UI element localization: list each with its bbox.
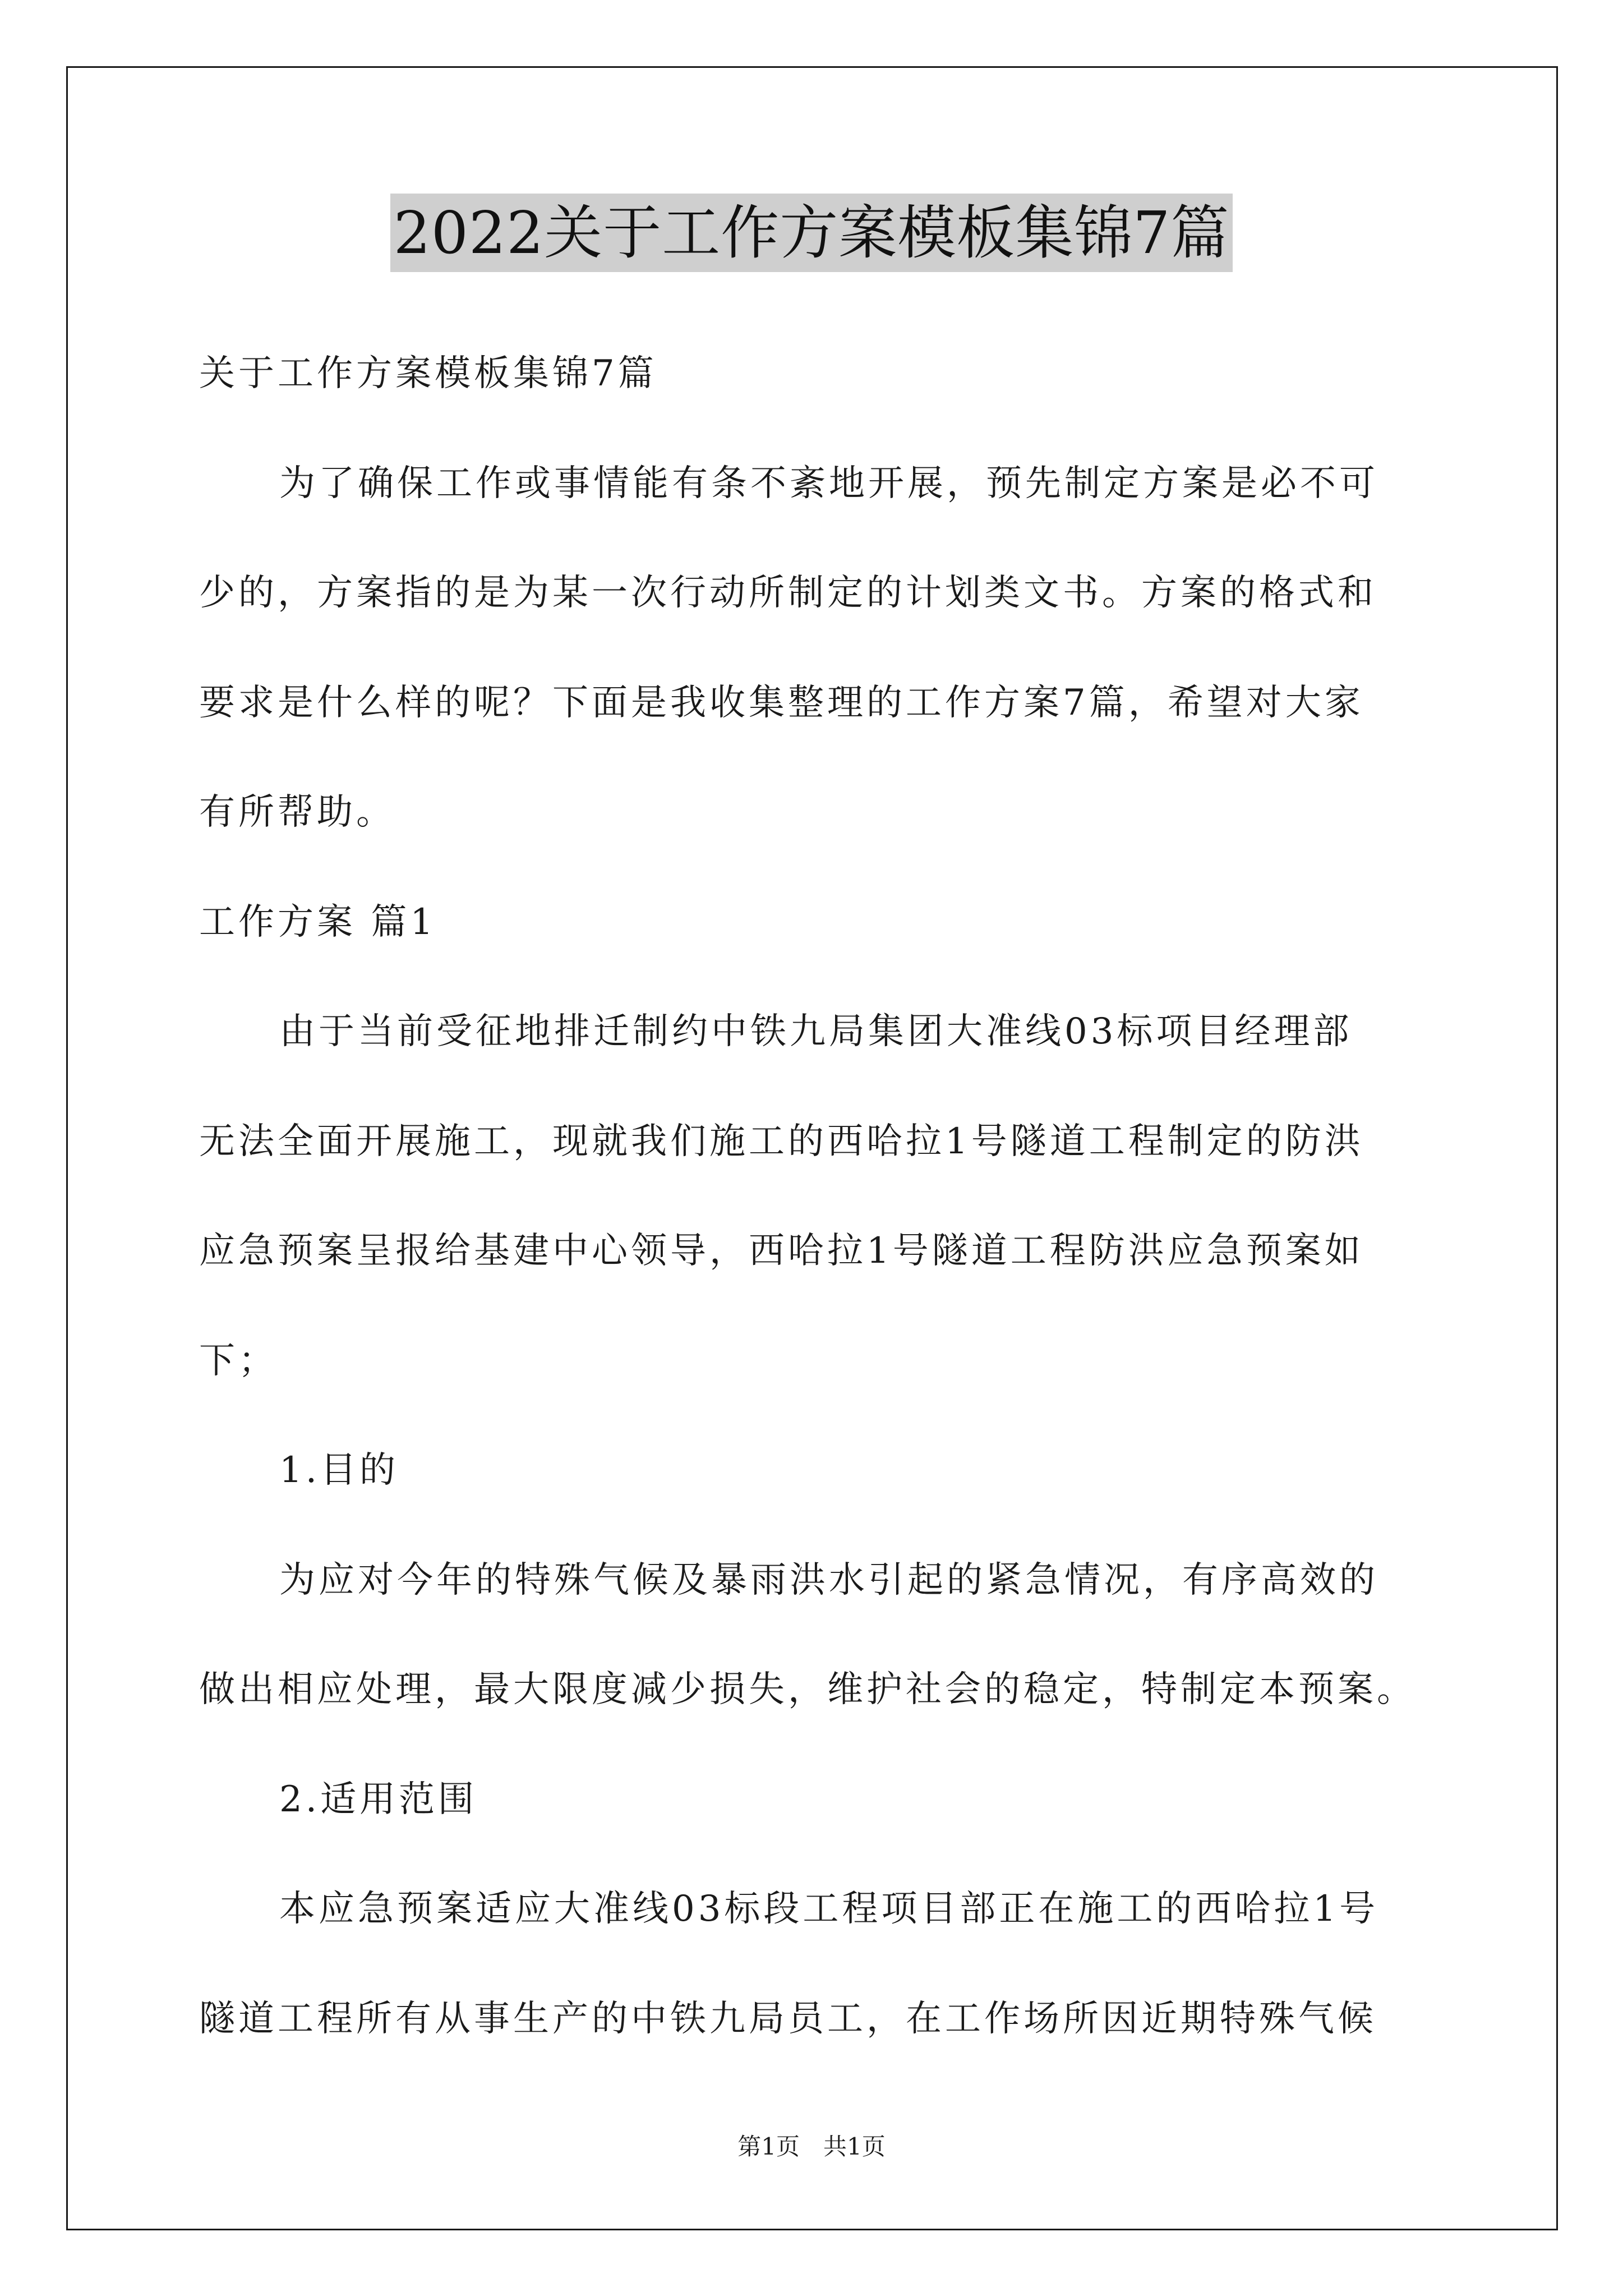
paragraph-line: 少的，方案指的是为某一次行动所制定的计划类文书。方案的格式和	[199, 572, 1377, 614]
paragraph-line: 隧道工程所有从事生产的中铁九局员工，在工作场所因近期特殊气候	[199, 1998, 1377, 2040]
subtitle-line: 关于工作方案模板集锦7篇	[199, 353, 657, 394]
paragraph-line: 由于当前受征地排迁制约中铁九局集团大准线03标项目经理部	[279, 1011, 1353, 1052]
title-container	[0, 194, 1623, 272]
paragraph-line: 本应急预案适应大准线03标段工程项目部正在施工的西哈拉1号	[279, 1888, 1379, 1930]
paragraph-line: 应急预案呈报给基建中心领导，西哈拉1号隧道工程防洪应急预案如	[199, 1230, 1364, 1272]
paragraph-line: 下；	[199, 1340, 278, 1382]
paragraph-line: 要求是什么样的呢？下面是我收集整理的工作方案7篇，希望对大家	[199, 682, 1364, 724]
section-heading: 工作方案 篇1	[199, 901, 437, 943]
numbered-heading: 2.适用范围	[279, 1779, 478, 1820]
document-title: 2022关于工作方案模板集锦7篇	[390, 194, 1233, 272]
numbered-heading: 1.目的	[279, 1450, 399, 1491]
paragraph-line: 有所帮助。	[199, 792, 395, 833]
paragraph-line: 做出相应处理，最大限度减少损失，维护社会的稳定，特制定本预案。	[199, 1669, 1416, 1710]
paragraph-line: 为应对今年的特殊气候及暴雨洪水引起的紧急情况，有序高效的	[279, 1559, 1378, 1601]
paragraph-line: 无法全面开展施工，现就我们施工的西哈拉1号隧道工程制定的防洪	[199, 1121, 1364, 1162]
paragraph-line: 为了确保工作或事情能有条不紊地开展，预先制定方案是必不可	[279, 463, 1378, 504]
page-footer: 第1页 共1页	[737, 2133, 886, 2160]
